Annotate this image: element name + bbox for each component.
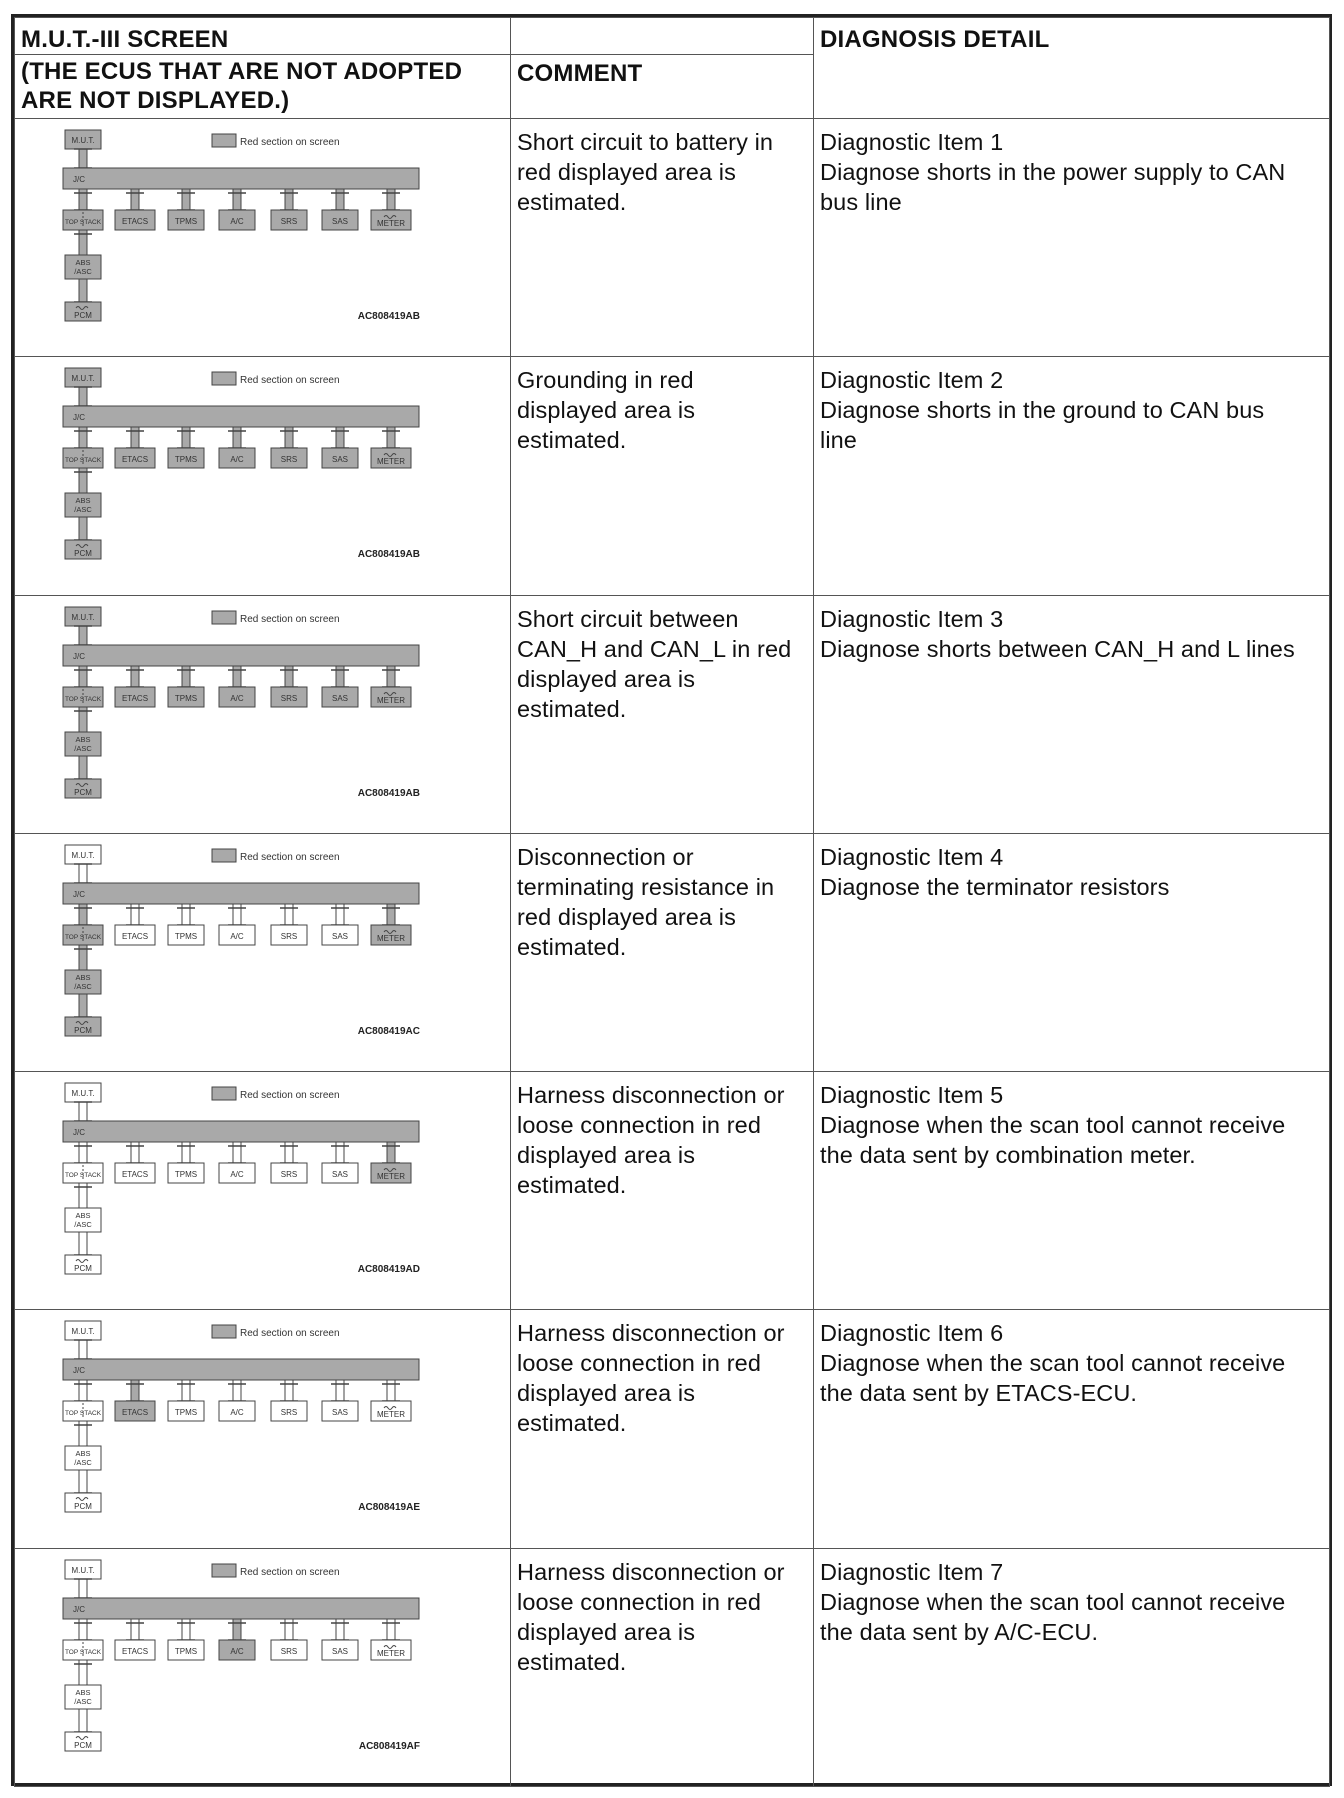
jc-label: J/C	[73, 1128, 85, 1138]
diagnosis-detail-line: the data sent by ETACS-ECU.	[820, 1380, 1138, 1407]
meter-connector	[387, 189, 395, 210]
abs-label-line2: /ASC	[74, 981, 92, 991]
meter-label: METER	[377, 219, 405, 228]
meter-connector	[387, 666, 395, 687]
abs-label-line1: ABS	[75, 1211, 91, 1221]
srs-label: SRS	[280, 455, 298, 465]
diagnosis-detail-line: Diagnose shorts between CAN_H and L lines	[820, 635, 1295, 662]
diagnosis-detail-line: bus line	[820, 189, 902, 215]
sas-label: SAS	[331, 1170, 349, 1180]
comment-line: displayed area is	[517, 1142, 696, 1169]
legend-label: Red section on screen	[240, 613, 340, 625]
sas-connector	[336, 1619, 344, 1640]
diagnosis-detail-cell	[814, 1548, 1330, 1786]
table-row	[15, 1548, 1330, 1786]
diagnosis-detail-line: Diagnose when the scan tool cannot receive	[820, 1350, 1286, 1377]
topstack-connector	[79, 666, 87, 687]
meter-connector	[387, 427, 395, 448]
etacs-label: ETACS	[121, 931, 149, 941]
comment-line: red displayed area is	[517, 159, 736, 185]
col3-header: DIAGNOSIS DETAIL	[814, 18, 1330, 119]
figure-code: AC808419AD	[357, 1264, 420, 1276]
mut-label: M.U.T.	[71, 612, 95, 622]
diagnosis-detail-line: Diagnose shorts in the power supply to CAN	[820, 159, 1286, 185]
srs-label: SRS	[280, 1408, 298, 1418]
table-row	[15, 119, 1330, 357]
col2-header-blank	[511, 18, 814, 55]
jc-bus	[63, 883, 419, 904]
pcm-connector	[79, 1470, 87, 1493]
diagnostic-item-title: Diagnostic Item 4	[820, 843, 1004, 870]
figure-code: AC808419AC	[357, 1025, 420, 1037]
diagnosis-table-sheet	[11, 14, 1332, 1786]
ac-connector	[233, 904, 241, 925]
abs-label-line2: /ASC	[74, 1696, 92, 1706]
etacs-label: ETACS	[121, 217, 149, 226]
comment-line: Harness disconnection or	[517, 1082, 785, 1109]
comment-cell	[511, 595, 814, 833]
abs-label-line2: /ASC	[74, 1458, 92, 1468]
legend-label: Red section on screen	[240, 1328, 340, 1340]
tpms-connector	[182, 904, 190, 925]
can-bus-diagram	[27, 599, 427, 814]
figure-code: AC808419AE	[358, 1502, 420, 1514]
mut-label: M.U.T.	[71, 136, 95, 145]
sas-label: SAS	[331, 217, 349, 226]
ac-connector	[233, 189, 241, 210]
diagnosis-detail-cell	[814, 1310, 1330, 1548]
diagram-cell	[15, 833, 511, 1071]
mut-connector	[79, 387, 87, 406]
srs-connector	[285, 1380, 293, 1401]
abs-label-line2: /ASC	[74, 267, 92, 276]
diagnosis-table	[14, 17, 1330, 1787]
diagram-cell	[15, 1310, 511, 1548]
diagnosis-detail-cell	[814, 357, 1330, 595]
comment-line: terminating resistance in	[517, 873, 775, 900]
ac-label: A/C	[230, 1170, 244, 1180]
pcm-connector	[79, 279, 87, 302]
diagnosis-detail-line: Diagnose when the scan tool cannot receive	[820, 1112, 1286, 1139]
abs-label-line1: ABS	[75, 972, 91, 982]
sas-connector	[336, 904, 344, 925]
comment-line: Harness disconnection or	[517, 1320, 785, 1347]
meter-connector	[387, 1380, 395, 1401]
srs-label: SRS	[280, 693, 298, 703]
etacs-connector	[131, 427, 139, 448]
sas-connector	[336, 189, 344, 210]
mut-connector	[79, 1102, 87, 1121]
meter-label: METER	[377, 1648, 405, 1658]
etacs-connector	[131, 189, 139, 210]
comment-line: Short circuit between	[517, 605, 739, 632]
ac-label: A/C	[230, 1408, 244, 1418]
meter-connector	[387, 904, 395, 925]
diagram-cell	[15, 357, 511, 595]
srs-label: SRS	[280, 1170, 298, 1180]
pcm-label: PCM	[74, 1264, 92, 1274]
abs-label-line1: ABS	[75, 1687, 91, 1697]
comment-line: Grounding in red	[517, 367, 694, 394]
comment-line: Disconnection or	[517, 843, 694, 870]
meter-connector	[387, 1619, 395, 1640]
pcm-label: PCM	[74, 1502, 92, 1512]
topstack-connector	[79, 427, 87, 448]
ac-connector	[233, 666, 241, 687]
comment-cell	[511, 833, 814, 1071]
pcm-label: PCM	[74, 1740, 92, 1750]
diagnosis-detail-cell	[814, 595, 1330, 833]
legend-swatch	[212, 1325, 236, 1338]
comment-line: displayed area is	[517, 397, 696, 424]
abs-label-line2: /ASC	[74, 505, 92, 515]
diagram-cell	[15, 595, 511, 833]
diagnosis-detail-line: the data sent by A/C-ECU.	[820, 1618, 1099, 1645]
legend-label: Red section on screen	[240, 851, 340, 863]
comment-line: estimated.	[517, 1172, 627, 1199]
can-bus-diagram	[27, 360, 427, 575]
sas-connector	[336, 666, 344, 687]
diagnostic-item-title: Diagnostic Item 3	[820, 605, 1004, 632]
figure-code: AC808419AF	[358, 1740, 420, 1752]
comment-line: CAN_H and CAN_L in red	[517, 635, 792, 662]
legend-swatch	[212, 611, 236, 624]
diagnosis-detail-line: the data sent by combination meter.	[820, 1142, 1196, 1169]
comment-cell	[511, 119, 814, 357]
comment-line: estimated.	[517, 189, 627, 215]
ac-label: A/C	[230, 931, 244, 941]
pcm-label: PCM	[74, 787, 92, 797]
diagram-cell	[15, 119, 511, 357]
tpms-label: TPMS	[174, 931, 198, 941]
srs-connector	[285, 427, 293, 448]
comment-cell	[511, 1548, 814, 1786]
figure-code: AC808419AB	[357, 787, 420, 799]
diagram-cell	[15, 1072, 511, 1310]
pcm-label: PCM	[74, 1025, 92, 1035]
col1-header-subtitle: (THE ECUS THAT ARE NOT ADOPTED ARE NOT DISPLAYED.)	[15, 55, 511, 119]
table-row	[15, 833, 1330, 1071]
sas-connector	[336, 1380, 344, 1401]
ac-connector	[233, 427, 241, 448]
tpms-connector	[182, 1380, 190, 1401]
sas-connector	[336, 427, 344, 448]
abs-label-line1: ABS	[75, 496, 91, 506]
diagnosis-detail-cell	[814, 833, 1330, 1071]
tpms-label: TPMS	[174, 1646, 198, 1656]
legend-label: Red section on screen	[240, 137, 340, 148]
jc-label: J/C	[73, 889, 85, 899]
srs-connector	[285, 904, 293, 925]
sas-label: SAS	[331, 455, 349, 465]
topstack-connector	[79, 1380, 87, 1401]
tpms-label: TPMS	[174, 1408, 198, 1418]
tpms-connector	[182, 1142, 190, 1163]
etacs-label: ETACS	[121, 1408, 149, 1418]
comment-line: loose connection in red	[517, 1350, 761, 1377]
comment-line: estimated.	[517, 695, 627, 722]
can-bus-diagram	[27, 837, 427, 1052]
jc-label: J/C	[73, 175, 85, 184]
table-row	[15, 1072, 1330, 1310]
topstack-label: TOP STACK	[64, 457, 102, 465]
jc-bus	[63, 645, 419, 666]
ac-connector	[233, 1142, 241, 1163]
srs-label: SRS	[280, 217, 298, 226]
topstack-connector	[79, 1142, 87, 1163]
figure-code: AC808419AB	[357, 549, 420, 561]
abs-label-line1: ABS	[75, 734, 91, 744]
comment-line: estimated.	[517, 933, 627, 960]
diagnosis-detail-line: Diagnose shorts in the ground to CAN bus	[820, 397, 1265, 424]
diagram-cell	[15, 1548, 511, 1786]
tpms-label: TPMS	[174, 693, 198, 703]
topstack-connector	[79, 1619, 87, 1640]
diagnosis-detail-line: line	[820, 427, 857, 454]
etacs-label: ETACS	[121, 693, 149, 703]
pcm-label: PCM	[74, 549, 92, 559]
legend-swatch	[212, 1087, 236, 1100]
diagnostic-item-title: Diagnostic Item 2	[820, 367, 1004, 394]
comment-cell	[511, 1072, 814, 1310]
tpms-label: TPMS	[174, 1170, 198, 1180]
table-row	[15, 1310, 1330, 1548]
topstack-label: TOP STACK	[64, 219, 102, 226]
comment-line: Short circuit to battery in	[517, 129, 774, 155]
col2-header: COMMENT	[511, 55, 814, 119]
abs-label-line2: /ASC	[74, 743, 92, 753]
tpms-label: TPMS	[174, 217, 198, 226]
etacs-label: ETACS	[121, 455, 149, 465]
figure-code: AC808419AB	[357, 311, 420, 322]
mut-connector	[79, 864, 87, 883]
sas-label: SAS	[331, 1646, 349, 1656]
mut-connector	[79, 1579, 87, 1598]
legend-label: Red section on screen	[240, 1566, 340, 1578]
ac-label: A/C	[230, 693, 244, 703]
pcm-connector	[79, 517, 87, 540]
sas-label: SAS	[331, 1408, 349, 1418]
diagnostic-item-title: Diagnostic Item 5	[820, 1082, 1004, 1109]
pcm-label: PCM	[74, 311, 92, 320]
comment-line: estimated.	[517, 1410, 627, 1437]
abs-label-line1: ABS	[75, 1449, 91, 1459]
comment-line: loose connection in red	[517, 1112, 761, 1139]
meter-label: METER	[377, 1410, 405, 1420]
tpms-connector	[182, 666, 190, 687]
sas-label: SAS	[331, 931, 349, 941]
topstack-label: TOP STACK	[64, 1648, 102, 1656]
etacs-connector	[131, 666, 139, 687]
topstack-connector	[79, 904, 87, 925]
table-row	[15, 357, 1330, 595]
legend-swatch	[212, 134, 236, 147]
legend-swatch	[212, 849, 236, 862]
jc-bus	[63, 1359, 419, 1380]
meter-connector	[387, 1142, 395, 1163]
srs-connector	[285, 666, 293, 687]
sas-label: SAS	[331, 693, 349, 703]
table-row	[15, 595, 1330, 833]
diagnosis-detail-cell	[814, 1072, 1330, 1310]
comment-line: displayed area is	[517, 1618, 696, 1645]
topstack-label: TOP STACK	[64, 933, 102, 941]
tpms-connector	[182, 1619, 190, 1640]
ac-connector	[233, 1619, 241, 1640]
can-bus-diagram	[27, 1075, 427, 1290]
etacs-connector	[131, 1380, 139, 1401]
topstack-label: TOP STACK	[64, 1172, 102, 1180]
ac-connector	[233, 1380, 241, 1401]
ac-label: A/C	[230, 1646, 244, 1656]
diagnostic-item-title: Diagnostic Item 6	[820, 1320, 1004, 1347]
diagnostic-item-title: Diagnostic Item 7	[820, 1558, 1004, 1585]
diagnosis-detail-line: Diagnose the terminator resistors	[820, 873, 1170, 900]
mut-connector	[79, 149, 87, 168]
topstack-connector	[79, 189, 87, 210]
diagnostic-item-title: Diagnostic Item 1	[820, 129, 1004, 155]
comment-line: Harness disconnection or	[517, 1558, 785, 1585]
legend-swatch	[212, 372, 236, 385]
topstack-label: TOP STACK	[64, 1410, 102, 1418]
srs-connector	[285, 1619, 293, 1640]
mut-label: M.U.T.	[71, 1089, 95, 1099]
legend-swatch	[212, 1564, 236, 1577]
comment-line: loose connection in red	[517, 1588, 761, 1615]
can-bus-diagram	[27, 1552, 427, 1767]
tpms-connector	[182, 189, 190, 210]
topstack-label: TOP STACK	[64, 695, 102, 703]
comment-line: estimated.	[517, 427, 627, 454]
etacs-connector	[131, 1142, 139, 1163]
can-bus-diagram	[27, 122, 427, 337]
jc-bus	[63, 406, 419, 427]
mut-label: M.U.T.	[71, 1565, 95, 1575]
etacs-label: ETACS	[121, 1646, 149, 1656]
meter-label: METER	[377, 457, 405, 467]
srs-label: SRS	[280, 1646, 298, 1656]
jc-bus	[63, 1121, 419, 1142]
mut-connector	[79, 1340, 87, 1359]
abs-label-line1: ABS	[75, 258, 91, 267]
mut-label: M.U.T.	[71, 850, 95, 860]
pcm-connector	[79, 1709, 87, 1732]
etacs-connector	[131, 904, 139, 925]
jc-label: J/C	[73, 413, 85, 423]
tpms-connector	[182, 427, 190, 448]
comment-cell	[511, 1310, 814, 1548]
diagnosis-detail-cell	[814, 119, 1330, 357]
jc-label: J/C	[73, 1604, 85, 1614]
ac-label: A/C	[230, 217, 244, 226]
srs-connector	[285, 1142, 293, 1163]
srs-label: SRS	[280, 931, 298, 941]
etacs-label: ETACS	[121, 1170, 149, 1180]
legend-label: Red section on screen	[240, 1090, 340, 1102]
legend-label: Red section on screen	[240, 375, 340, 387]
meter-label: METER	[377, 933, 405, 943]
col1-header-title: M.U.T.-III SCREEN	[15, 18, 511, 55]
jc-label: J/C	[73, 1366, 85, 1376]
jc-bus	[63, 1598, 419, 1619]
abs-label-line2: /ASC	[74, 1220, 92, 1230]
mut-connector	[79, 626, 87, 645]
etacs-connector	[131, 1619, 139, 1640]
pcm-connector	[79, 1232, 87, 1255]
tpms-label: TPMS	[174, 455, 198, 465]
meter-label: METER	[377, 1172, 405, 1182]
comment-line: red displayed area is	[517, 903, 736, 930]
mut-label: M.U.T.	[71, 1327, 95, 1337]
pcm-connector	[79, 994, 87, 1017]
sas-connector	[336, 1142, 344, 1163]
pcm-connector	[79, 756, 87, 779]
can-bus-diagram	[27, 1313, 427, 1528]
diagnosis-detail-line: Diagnose when the scan tool cannot receive	[820, 1588, 1286, 1615]
jc-bus	[63, 168, 419, 189]
srs-connector	[285, 189, 293, 210]
meter-label: METER	[377, 695, 405, 705]
mut-label: M.U.T.	[71, 374, 95, 384]
comment-line: displayed area is	[517, 1380, 696, 1407]
comment-line: estimated.	[517, 1648, 627, 1675]
comment-cell	[511, 357, 814, 595]
comment-line: displayed area is	[517, 665, 696, 692]
jc-label: J/C	[73, 651, 85, 661]
ac-label: A/C	[230, 455, 244, 465]
